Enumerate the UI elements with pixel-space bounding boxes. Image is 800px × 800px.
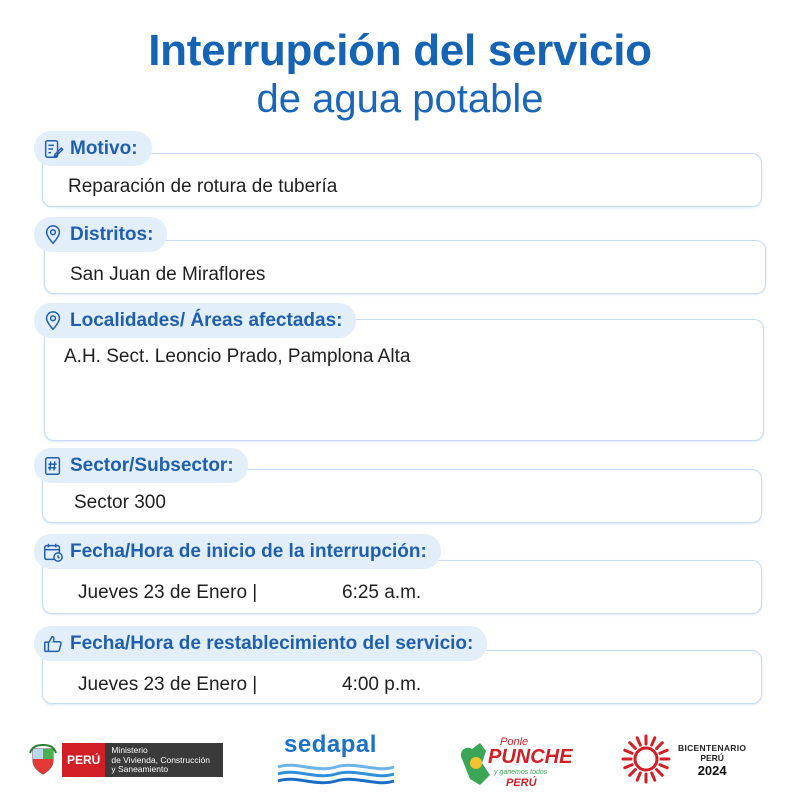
motivo-label: Motivo: [70, 137, 138, 159]
peru-label: PERÚ [62, 743, 105, 777]
location-pin-icon [42, 224, 64, 246]
title-line-1: Interrupción del servicio [148, 26, 652, 75]
bicentenario-line-1: BICENTENARIO [678, 743, 747, 753]
distritos-label: Distritos: [70, 223, 154, 245]
bicentenario-line-2: PERÚ [700, 753, 724, 763]
sector-value: Sector 300 [74, 492, 166, 513]
ponle-punche-logo [452, 729, 573, 791]
distritos-value: San Juan de Miraflores [70, 264, 266, 285]
sector-tag [34, 448, 248, 483]
page-title [0, 26, 800, 122]
svg-text:PUNCHE: PUNCHE [488, 746, 573, 768]
document-edit-icon [42, 138, 64, 160]
ministerio-line-3: y Saneamiento [111, 764, 169, 774]
localidades-value: A.H. Sect. Leoncio Prado, Pamplona Alta [64, 346, 411, 367]
sedapal-logo [276, 731, 396, 787]
bicentenario-logo [620, 733, 747, 785]
bicentenario-text [678, 743, 746, 778]
ministerio-text [105, 743, 223, 777]
ministerio-logo [28, 739, 223, 781]
restablecimiento-tag [34, 626, 487, 661]
localidades-label: Localidades/ Áreas afectadas: [70, 309, 343, 331]
bicentenario-sun-icon [620, 733, 676, 785]
inicio-date: Jueves 23 de Enero | [78, 582, 258, 603]
location-pin-icon [42, 310, 64, 332]
distritos-tag [34, 217, 167, 252]
svg-text:Ponle: Ponle [500, 736, 529, 748]
sedapal-label: sedapal [284, 731, 377, 758]
motivo-tag [34, 131, 152, 166]
ministerio-line-2: de Vivienda, Construcción [111, 754, 210, 765]
localidades-tag [34, 303, 356, 338]
inicio-time: 6:25 a.m. [342, 582, 422, 603]
sector-label: Sector/Subsector: [70, 454, 234, 476]
hash-icon [42, 455, 64, 477]
svg-text:y ganemos todos: y ganemos todos [494, 769, 548, 776]
restablecimiento-label: Fecha/Hora de restablecimiento del servicio: [70, 632, 474, 654]
inicio-label: Fecha/Hora de inicio de la interrupción: [70, 540, 427, 562]
ministerio-line-1: Ministerio [111, 745, 148, 755]
restablecimiento-time: 4:00 p.m. [342, 674, 422, 695]
peru-coat-of-arms-icon [28, 743, 58, 777]
inicio-tag [34, 534, 441, 569]
footer-logos [0, 725, 800, 795]
ponle-punche-icon [452, 729, 573, 791]
title-line-2: de agua potable [256, 77, 544, 121]
svg-text:PERÚ: PERÚ [506, 777, 537, 789]
motivo-value: Reparación de rotura de tubería [68, 176, 338, 197]
restablecimiento-date: Jueves 23 de Enero | [78, 674, 258, 695]
calendar-clock-icon [42, 541, 64, 563]
bicentenario-line-3: 2024 [697, 763, 727, 778]
thumbs-up-icon [42, 633, 64, 655]
water-waves-icon [276, 761, 396, 787]
